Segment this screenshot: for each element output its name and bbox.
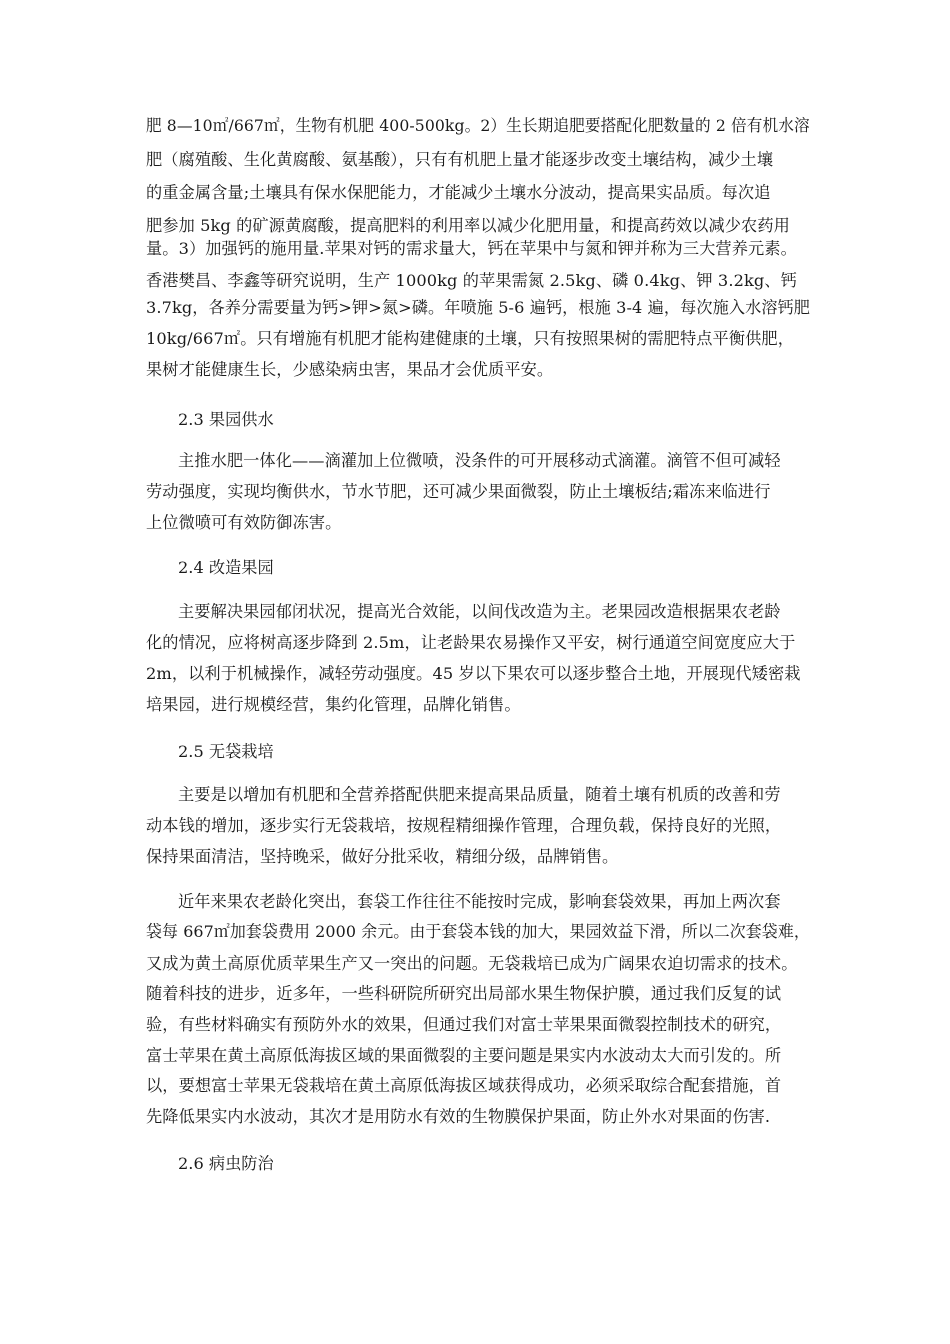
text-line: 主推水肥一体化——滴灌加上位微喷，没条件的可开展移动式滴灌。滴管不但可减轻 (178, 451, 781, 470)
section-heading-2-4: 2.4 改造果园 (178, 558, 274, 577)
text-line: 劳动强度，实现均衡供水，节水节肥，还可减少果面微裂，防止土壤板结;霜冻来临进行 (146, 482, 771, 501)
text-line: 以，要想富士苹果无袋栽培在黄土高原低海拔区域获得成功，必须采取综合配套措施，首 (146, 1076, 782, 1095)
text-line: 2m，以利于机械操作，减轻劳动强度。45 岁以下果农可以逐步整合土地，开展现代矮密栽 (146, 664, 801, 683)
text-line: 富士苹果在黄土高原低海拔区域的果面微裂的主要问题是果实内水波动太大而引发的。所 (146, 1046, 782, 1065)
text-line: 肥 8—10㎡/667㎡，生物有机肥 400-500kg。2）生长期追肥要搭配化肥数量的 2 倍有机水溶 (146, 116, 810, 135)
text-line: 的重金属含量;土壤具有保水保肥能力，才能减少土壤水分波动，提高果实品质。每次追 (146, 183, 771, 202)
text-line: 动本钱的增加，逐步实行无袋栽培，按规程精细操作管理，合理负载，保持良好的光照， (146, 816, 782, 835)
text-line: 上位微喷可有效防御冻害。 (146, 513, 342, 532)
text-line: 培果园，进行规模经营，集约化管理，品牌化销售。 (146, 695, 521, 714)
text-line: 验，有些材料确实有预防外水的效果，但通过我们对富士苹果果面微裂控制技术的研究， (146, 1015, 782, 1034)
text-line: 肥（腐殖酸、生化黄腐酸、氨基酸），只有有机肥上量才能逐步改变土壤结构，减少土壤 (146, 150, 774, 169)
text-line: 袋每 667㎡加套袋费用 2000 余元。由于套袋本钱的加大，果园效益下滑，所以二次套袋难， (146, 922, 810, 941)
text-line: 化的情况，应将树高逐步降到 2.5m，让老龄果农易操作又平安，树行通道空间宽度应大于 (146, 633, 796, 652)
text-line: 香港樊昌、李鑫等研究说明，生产 1000kg 的苹果需氮 2.5kg、磷 0.4kg、钾 3.2kg、钙 (146, 271, 797, 290)
text-line: 随着科技的进步，近多年，一些科研院所研究出局部水果生物保护膜，通过我们反复的试 (146, 984, 782, 1003)
text-line: 肥参加 5kg 的矿源黄腐酸，提高肥料的利用率以减少化肥用量，和提高药效以减少农药用 (146, 216, 790, 235)
text-line: 主要解决果园郁闭状况，提高光合效能，以间伐改造为主。老果园改造根据果农老龄 (178, 602, 781, 621)
text-line: 又成为黄土高原优质苹果生产又一突出的问题。无袋栽培已成为广阔果农迫切需求的技术。 (146, 954, 798, 973)
text-line: 10kg/667㎡。只有增施有机肥才能构建健康的土壤，只有按照果树的需肥特点平衡供肥， (146, 329, 794, 348)
text-line: 果树才能健康生长，少感染病虫害，果品才会优质平安。 (146, 360, 554, 379)
text-line: 近年来果农老龄化突出，套袋工作往往不能按时完成，影响套袋效果，再加上两次套 (178, 892, 781, 911)
text-line: 先降低果实内水波动，其次才是用防水有效的生物膜保护果面，防止外水对果面的伤害. (146, 1107, 771, 1126)
text-line: 3.7kg，各养分需要量为钙>钾>氮>磷。年喷施 5-6 遍钙，根施 3-4 遍，每次施入水溶钙肥 (146, 298, 811, 317)
text-line: 保持果面清洁，坚持晚采，做好分批采收，精细分级，品牌销售。 (146, 847, 619, 866)
section-heading-2-3: 2.3 果园供水 (178, 410, 274, 429)
text-line: 量。3）加强钙的施用量.苹果对钙的需求量大，钙在苹果中与氮和钾并称为三大营养元素。 (146, 239, 797, 258)
section-heading-2-6: 2.6 病虫防治 (178, 1154, 274, 1173)
text-line: 主要是以增加有机肥和全营养搭配供肥来提高果品质量，随着土壤有机质的改善和劳 (178, 785, 781, 804)
section-heading-2-5: 2.5 无袋栽培 (178, 742, 274, 761)
